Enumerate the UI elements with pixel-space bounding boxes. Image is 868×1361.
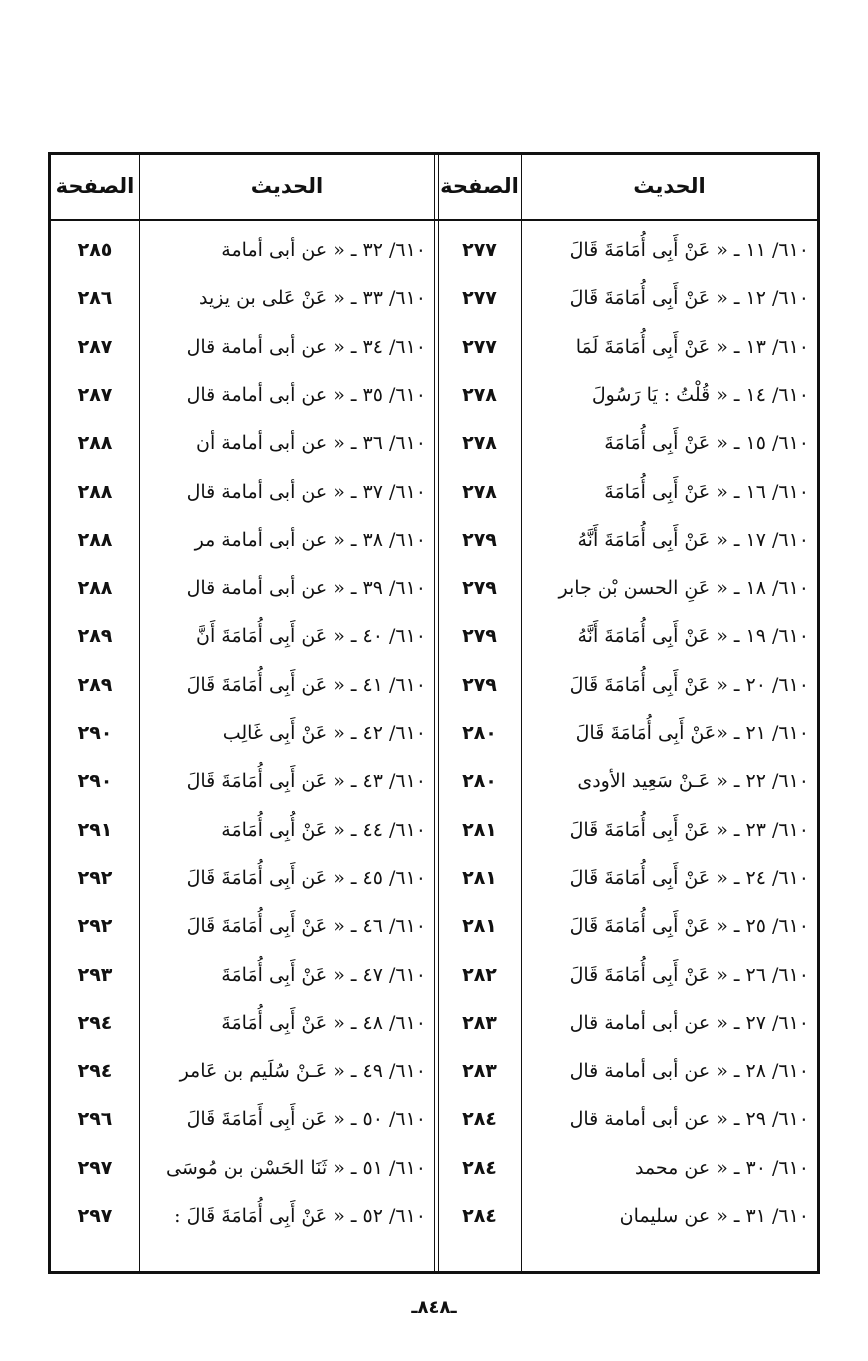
hadith-entry: ٦١٠/ ٤٤ ـ « عَنْ أُبِى أُمَامَة xyxy=(221,818,426,841)
page-number-cell: ٢٧٧ xyxy=(462,335,497,358)
page-number-cell: ٢٨٠ xyxy=(462,770,497,793)
table-row xyxy=(51,709,817,757)
hadith-entry: ٦١٠/ ٤٦ ـ « عَنْ أَبِى أُمَامَةَ قَالَ xyxy=(186,915,426,938)
hadith-entry: ٦١٠/ ٣٦ ـ « عن أبى أمامة أن xyxy=(196,432,426,455)
table-row xyxy=(51,806,817,854)
page-number: ـ٨٤٨ـ xyxy=(411,1297,457,1318)
hadith-entry: ٦١٠/ ١٤ ـ « قُلْتُ : يَا رَسُولَ xyxy=(591,383,809,406)
hadith-entry: ٦١٠/ ٣٣ ـ « عَنْ عَلى بن يزيد xyxy=(199,287,426,310)
hadith-entry: ٦١٠/ ١٦ ـ « عَنْ أَبِى أُمَامَةَ xyxy=(604,480,809,503)
hadith-entry: ٦١٠/ ٤٩ ـ « عَـنْ سُلَيم بن عَامر xyxy=(179,1060,426,1083)
header-divider xyxy=(51,219,817,221)
hadith-entry: ٦١٠/ ٤١ ـ « عَن أَبِى أُمَامَةَ قَالَ xyxy=(186,673,426,696)
page-number-cell: ٢٨٣ xyxy=(462,1060,497,1083)
page-number-cell: ٢٩٤ xyxy=(77,1011,113,1034)
page-number-cell: ٢٨٧ xyxy=(77,383,113,406)
hadith-entry: ٦١٠/ ١٥ ـ « عَنْ أَبِى أُمَامَةَ xyxy=(604,432,809,455)
page-number-cell: ٢٨١ xyxy=(462,866,497,889)
table-row xyxy=(51,854,817,902)
header-page-right: الصفحة xyxy=(440,174,519,198)
table-row xyxy=(51,999,817,1047)
hadith-entry: ٦١٠/ ٤٨ ـ « عَنْ أَبِى أُمَامَةَ xyxy=(221,1011,426,1034)
page-number-cell: ٢٨٤ xyxy=(462,1205,497,1227)
page-number-cell: ٢٨٨ xyxy=(77,577,113,600)
page-number-cell: ٢٩٦ xyxy=(77,1108,113,1131)
hadith-entry: ٦١٠/ ٤٣ ـ « عَن أَبِى أُمَامَةَ قَالَ xyxy=(186,770,426,793)
hadith-entry: ٦١٠/ ٢٨ ـ « عن أبى أمامة قال xyxy=(569,1060,809,1083)
page-number-cell: ٢٧٨ xyxy=(462,383,497,406)
hadith-entry: ٦١٠/ ١٩ ـ « عَنْ أَبِى أُمَامَةَ أَنَّهُ xyxy=(577,625,809,648)
page-number-cell: ٢٨٩ xyxy=(77,673,113,696)
page-number-cell: ٢٧٩ xyxy=(462,625,497,648)
page-number-cell: ٢٨٢ xyxy=(462,963,497,986)
table-row xyxy=(51,564,817,612)
hadith-entry: ٦١٠/ ١١ ـ « عَنْ أَبِى أُمَامَةَ قَالَ xyxy=(569,239,809,261)
table-row xyxy=(51,371,817,419)
page-number-cell: ٢٧٧ xyxy=(462,287,497,310)
page-number-cell: ٢٨٣ xyxy=(462,1011,497,1034)
hadith-entry: ٦١٠/ ٢٣ ـ « عَنْ أَبِى أُمَامَةَ قَالَ xyxy=(569,818,809,841)
table-row xyxy=(51,951,817,999)
table-row xyxy=(51,419,817,467)
hadith-entry: ٦١٠/ ٤٢ ـ « عَنْ أَبِى غَالِب xyxy=(222,722,426,744)
page-number-cell: ٢٩٠ xyxy=(77,770,113,793)
table-row xyxy=(51,516,817,564)
hadith-entry: ٦١٠/ ٢٥ ـ « عَنْ أَبِى أُمَامَةَ قَالَ xyxy=(569,915,809,938)
page-number-cell: ٢٨٨ xyxy=(77,480,113,503)
hadith-entry: ٦١٠/ ٢١ ـ «عَنْ أَبِى أُمَامَةَ قَالَ xyxy=(575,722,809,744)
page-number-cell: ٢٧٩ xyxy=(462,528,497,551)
hadith-entry: ٦١٠/ ٥٠ ـ « عَن أَبِى أَمَامَةَ قَالَ xyxy=(186,1108,426,1131)
table-row xyxy=(51,1192,817,1240)
page-number-cell: ٢٨٨ xyxy=(77,432,113,455)
hadith-entry: ٦١٠/ ٤٥ ـ « عَن أَبِى أُمَامَةَ قَالَ xyxy=(186,866,426,889)
header-hadith-left: الحديث xyxy=(250,174,324,198)
hadith-entry: ٦١٠/ ١٣ ـ « عَنْ أَبِى أُمَامَةَ لَمَا xyxy=(575,335,809,358)
table-row xyxy=(51,323,817,371)
page-number-cell: ٢٩٤ xyxy=(77,1060,113,1083)
table-row xyxy=(51,1144,817,1192)
page-number-cell: ٢٨١ xyxy=(462,818,497,841)
table-row xyxy=(51,1047,817,1095)
hadith-entry: ٦١٠/ ١٢ ـ « عَنْ أَبِى أُمَامَةَ قَالَ xyxy=(569,287,809,310)
hadith-entry: ٦١٠/ ٢٦ ـ « عَنْ أَبِى أُمَامَةَ قَالَ xyxy=(569,963,809,986)
table-row xyxy=(51,661,817,709)
page-number-cell: ٢٨٠ xyxy=(462,722,497,744)
hadith-entry: ٦١٠/ ١٧ ـ « عَنْ أَبِى أُمَامَةَ أَنَّهُ xyxy=(577,528,809,551)
page-number-cell: ٢٩٢ xyxy=(77,866,113,889)
hadith-entry: ٦١٠/ ٣٧ ـ « عن أبى أمامة قال xyxy=(186,480,426,503)
table-row xyxy=(51,902,817,950)
page-number-cell: ٢٨٨ xyxy=(77,528,113,551)
hadith-entry: ٦١٠/ ٣٥ ـ « عن أبى أمامة قال xyxy=(186,383,426,406)
page-number-cell: ٢٩٠ xyxy=(77,722,113,744)
page-number-cell: ٢٨٤ xyxy=(462,1108,497,1131)
hadith-index-table xyxy=(48,152,820,1274)
hadith-entry: ٦١٠/ ٢٧ ـ « عن أبى أمامة قال xyxy=(569,1011,809,1034)
table-row xyxy=(51,757,817,805)
hadith-entry: ٦١٠/ ٢٩ ـ « عن أبى أمامة قال xyxy=(569,1108,809,1131)
hadith-entry: ٦١٠/ ٤٠ ـ « عَن أَبِى أُمَامَةَ أَنَّ xyxy=(196,625,426,648)
table-row xyxy=(51,468,817,516)
table-row xyxy=(51,1095,817,1143)
hadith-entry: ٦١٠/ ٣٩ ـ « عن أبى أمامة قال xyxy=(186,577,426,600)
page-number-cell: ٢٨٤ xyxy=(462,1156,497,1179)
hadith-entry: ٦١٠/ ٣٤ ـ « عن أبى أمامة قال xyxy=(186,335,426,358)
table-row xyxy=(51,612,817,660)
table-row xyxy=(51,226,817,274)
hadith-entry: ٦١٠/ ٢٢ ـ « عَـنْ سَعِيد الأودى xyxy=(577,770,809,793)
header-hadith-right: الحديث xyxy=(633,174,706,198)
hadith-entry: ٦١٠/ ٢٤ ـ « عَنْ أَبِى أُمَامَةَ قَالَ xyxy=(569,866,809,889)
hadith-entry: ٦١٠/ ٣١ ـ « عن سليمان xyxy=(619,1205,809,1227)
page-number-cell: ٢٩٧ xyxy=(77,1156,113,1179)
hadith-entry: ٦١٠/ ٣٨ ـ « عن أبى أمامة مر xyxy=(194,528,426,551)
page-number-cell: ٢٨١ xyxy=(462,915,497,938)
page-number-cell: ٢٨٦ xyxy=(77,287,113,310)
hadith-entry: ٦١٠/ ٥١ ـ « ثَنَا الحَسْن بن مُوسَى xyxy=(166,1156,426,1179)
hadith-entry: ٦١٠/ ٥٢ ـ « عَنْ أَبِى أُمَامَةَ قَالَ : xyxy=(174,1205,426,1227)
hadith-entry: ٦١٠/ ٣٠ ـ « عن محمد xyxy=(634,1156,809,1179)
page-number-cell: ٢٧٨ xyxy=(462,480,497,503)
page-number-cell: ٢٩٢ xyxy=(77,915,113,938)
hadith-entry: ٦١٠/ ٤٧ ـ « عَنْ أَبِى أُمَامَةَ xyxy=(221,963,426,986)
page-number-cell: ٢٩١ xyxy=(77,818,113,841)
hadith-entry: ٦١٠/ ٢٠ ـ « عَنْ أَبِى أُمَامَةَ قَالَ xyxy=(569,673,809,696)
page-number-cell: ٢٨٧ xyxy=(77,335,113,358)
table-row xyxy=(51,274,817,322)
hadith-entry: ٦١٠/ ٣٢ ـ « عن أبى أمامة xyxy=(221,239,426,261)
page-number-cell: ٢٩٣ xyxy=(77,963,113,986)
page-number-cell: ٢٧٨ xyxy=(462,432,497,455)
page-number-cell: ٢٩٧ xyxy=(77,1205,113,1227)
page-number-cell: ٢٧٩ xyxy=(462,673,497,696)
header-page-left: الصفحة xyxy=(55,174,135,198)
hadith-entry: ٦١٠/ ١٨ ـ « عَنِ الحسن بْن جابر xyxy=(558,577,809,600)
page-number-cell: ٢٧٩ xyxy=(462,577,497,600)
page-number-cell: ٢٧٧ xyxy=(462,239,497,261)
page-number-cell: ٢٨٥ xyxy=(77,239,113,261)
page-number-cell: ٢٨٩ xyxy=(77,625,113,648)
